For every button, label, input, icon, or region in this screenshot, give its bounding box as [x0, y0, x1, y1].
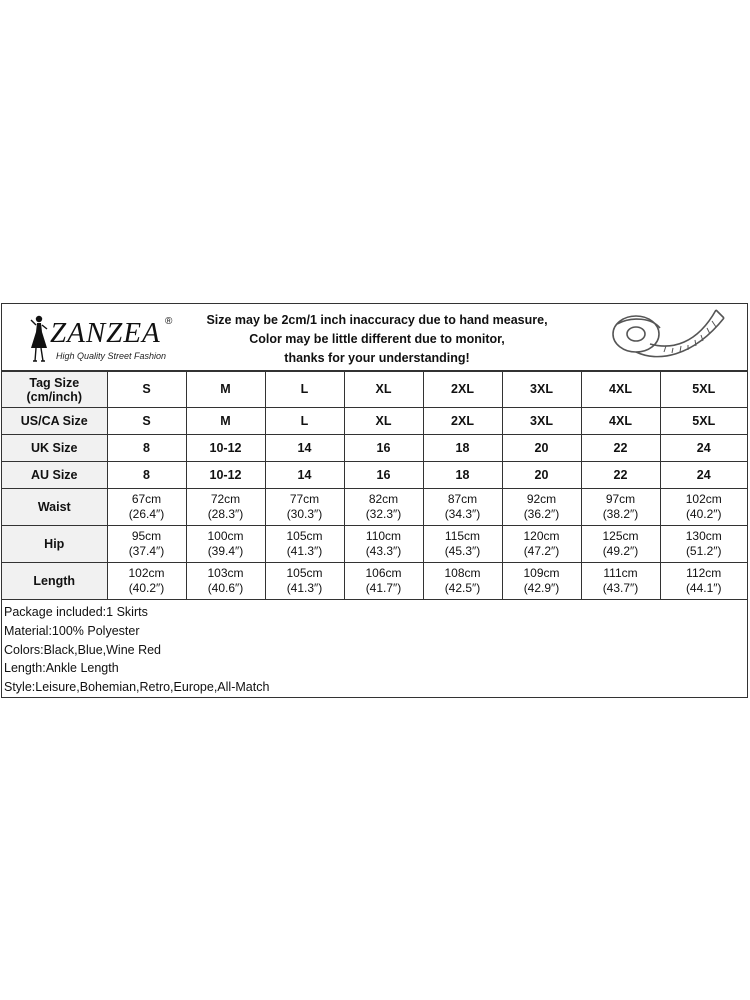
measurement-cm: 77cm	[289, 492, 320, 506]
detail-package: Package included:1 Skirts	[4, 605, 148, 619]
tag-size-cell: 5XL	[660, 372, 747, 408]
measurement-inch: (47.2″)	[523, 544, 560, 558]
size-cell: 18	[423, 435, 502, 462]
size-cell: 2XL	[423, 408, 502, 435]
measurement-cell	[265, 563, 344, 600]
measurement-cm: 67cm	[131, 492, 162, 506]
measurement-cm: 115cm	[444, 529, 481, 543]
measurement-cm: 111cm	[603, 566, 638, 580]
measurement-cm: 109cm	[523, 566, 560, 580]
size-cell: 3XL	[502, 408, 581, 435]
tag-size-cell: M	[186, 372, 265, 408]
measurement-inch: (40.2″)	[685, 507, 722, 521]
registered-mark: ®	[165, 316, 173, 327]
measurement-cell	[265, 489, 344, 526]
row-label: UK Size	[2, 435, 107, 462]
measurement-cell	[344, 489, 423, 526]
measurement-cm: 106cm	[365, 566, 402, 580]
row-label: Waist	[2, 489, 107, 526]
measurement-cell	[186, 489, 265, 526]
measuring-tape-icon	[602, 306, 732, 368]
size-chart-header	[2, 304, 747, 371]
measurement-cm: 102cm	[128, 566, 165, 580]
detail-colors: Colors:Black,Blue,Wine Red	[4, 642, 162, 657]
tag-size-cell: L	[265, 372, 344, 408]
size-table	[2, 371, 747, 600]
measurement-cm: 108cm	[444, 566, 481, 580]
measurement-cell	[344, 526, 423, 563]
row-measurement	[2, 526, 747, 563]
measurement-inch: (40.2″)	[128, 581, 165, 595]
measurement-inch: (41.7″)	[365, 581, 402, 595]
measurement-cm: 105cm	[286, 529, 323, 543]
row-measurement	[2, 489, 747, 526]
size-cell: 10-12	[186, 462, 265, 489]
size-cell: 8	[107, 435, 186, 462]
measurement-cell	[107, 489, 186, 526]
measurement-inch: (42.9″)	[523, 581, 560, 595]
measurement-cm: 125cm	[602, 529, 639, 543]
row-measurement	[2, 563, 747, 600]
measurement-inch: (44.1″)	[685, 581, 722, 595]
measurement-cell	[423, 526, 502, 563]
brand-name: ZANZEA	[50, 317, 161, 349]
measurement-cell	[660, 526, 747, 563]
detail-material: Material:100% Polyester	[4, 623, 140, 638]
tag-label-line: (cm/inch)	[26, 389, 83, 404]
measurement-cm: 95cm	[131, 529, 162, 543]
measurement-cm: 82cm	[368, 492, 399, 506]
measurement-cell	[660, 489, 747, 526]
notice-line: thanks for your understanding!	[284, 351, 470, 365]
measurement-cm: 102cm	[685, 492, 722, 506]
measurement-inch: (49.2″)	[602, 544, 639, 558]
row-size-conversion	[2, 435, 747, 462]
size-cell: L	[265, 408, 344, 435]
measurement-cell	[344, 563, 423, 600]
measurement-inch: (30.3″)	[286, 507, 323, 521]
woman-silhouette-icon	[28, 314, 50, 364]
notice-line: Size may be 2cm/1 inch inaccuracy due to hand measure,	[206, 313, 548, 327]
measurement-cell	[581, 563, 660, 600]
size-cell: 20	[502, 435, 581, 462]
measurement-inch: (38.2″)	[602, 507, 639, 521]
tag-size-cell: S	[107, 372, 186, 408]
row-label: AU Size	[2, 462, 107, 489]
product-details	[4, 603, 269, 697]
measurement-cm: 120cm	[523, 529, 560, 543]
measurement-cm: 100cm	[207, 529, 244, 543]
measurement-cm: 97cm	[605, 492, 636, 506]
size-cell: 8	[107, 462, 186, 489]
measurement-cm: 103cm	[207, 566, 244, 580]
measurement-inch: (39.4″)	[207, 544, 244, 558]
size-cell: 20	[502, 462, 581, 489]
notice-line: Color may be little different due to monitor,	[249, 332, 505, 346]
row-label: US/CA Size	[2, 408, 107, 435]
size-cell: 5XL	[660, 408, 747, 435]
detail-style: Style:Leisure,Bohemian,Retro,Europe,All-Match	[4, 680, 270, 695]
measurement-inch: (28.3″)	[207, 507, 244, 521]
measurement-cell	[502, 563, 581, 600]
measurement-cm: 130cm	[685, 529, 722, 543]
detail-length: Length:Ankle Length	[4, 661, 119, 676]
measurement-cm: 110cm	[365, 529, 402, 543]
size-cell: 4XL	[581, 408, 660, 435]
measurement-cm: 87cm	[447, 492, 478, 506]
tag-size-cell: 2XL	[423, 372, 502, 408]
measurement-cell	[107, 526, 186, 563]
measurement-inch: (37.4″)	[128, 544, 165, 558]
size-cell: 16	[344, 435, 423, 462]
row-size-conversion	[2, 408, 747, 435]
measurement-inch: (41.3″)	[286, 544, 323, 558]
measurement-cell	[186, 526, 265, 563]
measurement-cell	[502, 526, 581, 563]
tag-size-cell: 3XL	[502, 372, 581, 408]
size-cell: 10-12	[186, 435, 265, 462]
measurement-inch: (34.3″)	[444, 507, 481, 521]
measurement-cm: 72cm	[210, 492, 241, 506]
measurement-cell	[502, 489, 581, 526]
size-cell: 24	[660, 462, 747, 489]
size-cell: S	[107, 408, 186, 435]
measurement-inch: (43.7″)	[602, 581, 639, 595]
brand-logo	[20, 310, 190, 368]
measurement-inch: (51.2″)	[685, 544, 722, 558]
size-cell: 22	[581, 435, 660, 462]
size-cell: XL	[344, 408, 423, 435]
size-cell: 22	[581, 462, 660, 489]
measurement-inch: (45.3″)	[444, 544, 481, 558]
measurement-cell	[660, 563, 747, 600]
row-label: Hip	[2, 526, 107, 563]
size-cell: 14	[265, 462, 344, 489]
measurement-inch: (43.3″)	[365, 544, 402, 558]
row-label: Length	[2, 563, 107, 600]
size-cell: 24	[660, 435, 747, 462]
measurement-notice	[192, 311, 562, 368]
tag-label-line: Tag Size	[29, 375, 80, 390]
measurement-inch: (32.3″)	[365, 507, 402, 521]
measurement-inch: (26.4″)	[128, 507, 165, 521]
measurement-cell	[423, 489, 502, 526]
measurement-cell	[423, 563, 502, 600]
measurement-cm: 92cm	[526, 492, 557, 506]
measurement-inch: (40.6″)	[207, 581, 244, 595]
tag-size-cell: 4XL	[581, 372, 660, 408]
measurement-cell	[265, 526, 344, 563]
size-cell: 14	[265, 435, 344, 462]
measurement-cell	[581, 489, 660, 526]
brand-tagline: High Quality Street Fashion	[56, 351, 167, 361]
row-size-conversion	[2, 462, 747, 489]
row-tag-size	[2, 372, 747, 408]
size-cell: M	[186, 408, 265, 435]
tag-size-cell: XL	[344, 372, 423, 408]
size-chart	[1, 303, 748, 698]
measurement-cell	[581, 526, 660, 563]
measurement-cm: 112cm	[686, 566, 722, 580]
measurement-cell	[107, 563, 186, 600]
measurement-inch: (42.5″)	[444, 581, 481, 595]
measurement-cm: 105cm	[286, 566, 323, 580]
size-cell: 18	[423, 462, 502, 489]
row-label-tag-size	[2, 372, 107, 408]
measurement-cell	[186, 563, 265, 600]
measurement-inch: (41.3″)	[286, 581, 323, 595]
size-cell: 16	[344, 462, 423, 489]
measurement-inch: (36.2″)	[523, 507, 560, 521]
